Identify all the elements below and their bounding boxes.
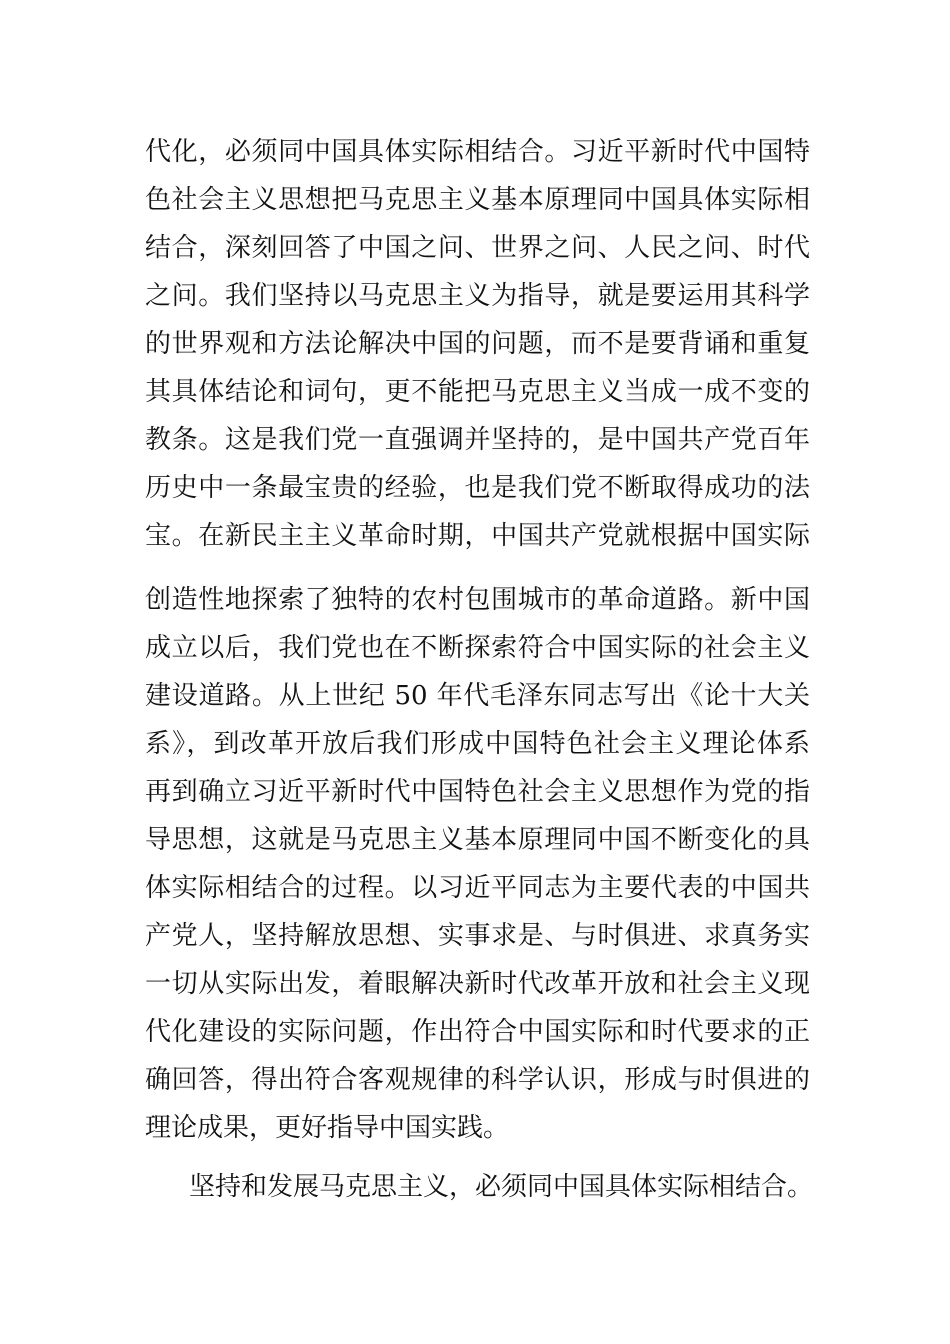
text-line: 历史中一条最宝贵的经验，也是我们党不断取得成功的法 [145,473,810,503]
text-line: 理论成果，更好指导中国实践。 [145,1113,510,1143]
text-line: 成立以后，我们党也在不断探索符合中国实际的社会主义 [145,633,810,663]
text-line: 色社会主义思想把马克思主义基本原理同中国具体实际相 [145,185,810,215]
text-line: 教条。这是我们党一直强调并坚持的，是中国共产党百年 [145,425,810,455]
text-line: 的世界观和方法论解决中国的问题，而不是要背诵和重复 [145,329,810,359]
text-line: 宝。在新民主主义革命时期，中国共产党就根据中国实际 [145,521,810,551]
text-line: 之问。我们坚持以马克思主义为指导，就是要运用其科学 [145,281,810,311]
text-line: 其具体结论和词句，更不能把马克思主义当成一成不变的 [145,377,810,407]
text-line: 创造性地探索了独特的农村包围城市的革命道路。新中国 [145,585,810,615]
text-line: 建设道路。从上世纪 50 年代毛泽东同志写出《论十大关 [145,681,810,711]
text-line: 再到确立习近平新时代中国特色社会主义思想作为党的指 [145,777,810,807]
text-line: 结合，深刻回答了中国之问、世界之问、人民之问、时代 [145,233,810,263]
text-line: 代化建设的实际问题，作出符合中国实际和时代要求的正 [145,1017,810,1047]
text-line: 确回答，得出符合客观规律的科学认识，形成与时俱进的 [145,1065,810,1095]
text-line: 代化，必须同中国具体实际相结合。习近平新时代中国特 [145,137,810,167]
text-line: 体实际相结合的过程。以习近平同志为主要代表的中国共 [145,873,810,903]
text-line: 系》，到改革开放后我们形成中国特色社会主义理论体系 [145,729,810,759]
text-line: 导思想，这就是马克思主义基本原理同中国不断变化的具 [145,825,810,855]
text-line: 一切从实际出发，着眼解决新时代改革开放和社会主义现 [145,969,810,999]
text-line: 产党人，坚持解放思想、实事求是、与时俱进、求真务实 [145,921,810,951]
text-line: 坚持和发展马克思主义，必须同中国具体实际相结合。 [189,1172,814,1202]
